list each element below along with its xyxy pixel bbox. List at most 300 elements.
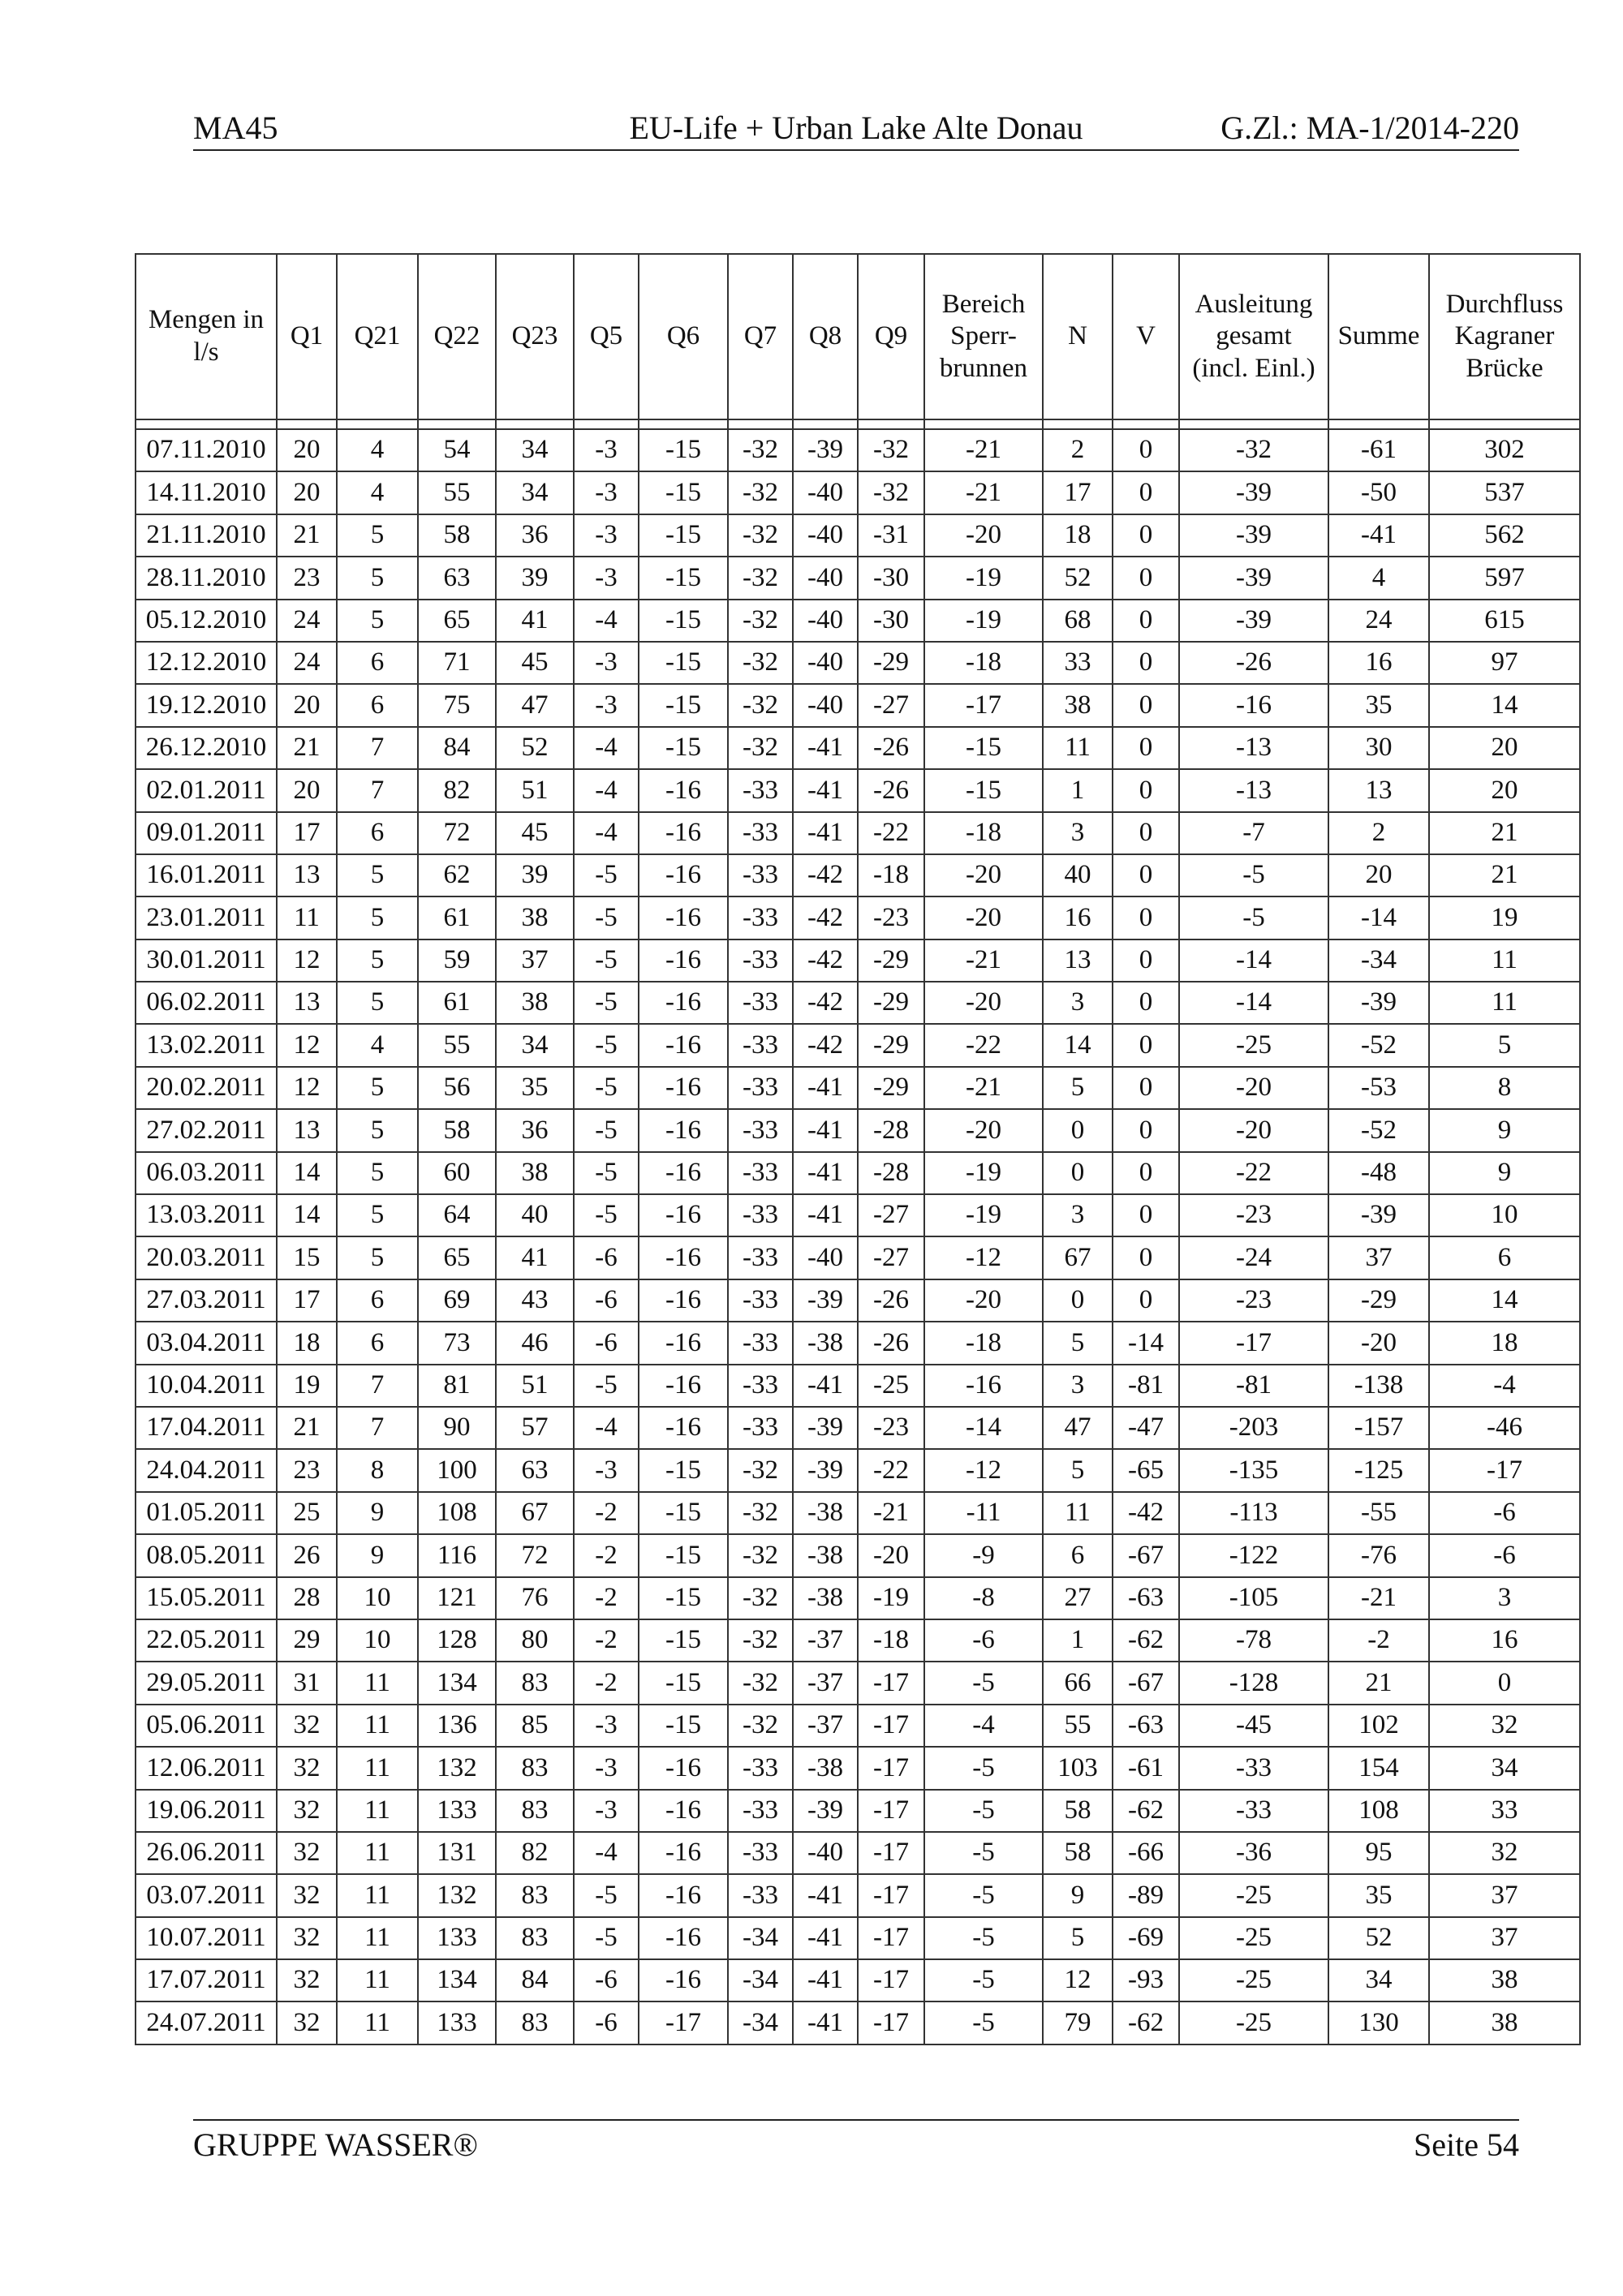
date-cell: 20.03.2011 [136, 1236, 277, 1279]
value-cell: 37 [1328, 1236, 1429, 1279]
value-cell: 0 [1113, 896, 1179, 939]
column-header-text: (incl. Einl.) [1192, 353, 1315, 383]
value-cell: 12 [277, 939, 337, 982]
value-cell: -37 [793, 1705, 858, 1747]
value-cell: -20 [924, 514, 1043, 557]
value-cell: 21 [1429, 854, 1580, 896]
value-cell: 58 [418, 514, 496, 557]
value-cell: 38 [496, 896, 574, 939]
spacer-cell [496, 419, 574, 429]
value-cell: 51 [496, 769, 574, 811]
value-cell: -40 [793, 684, 858, 726]
date-cell: 24.04.2011 [136, 1449, 277, 1491]
value-cell: 3 [1043, 812, 1113, 854]
value-cell: -12 [924, 1449, 1043, 1491]
value-cell: 9 [337, 1534, 418, 1576]
value-cell: 40 [496, 1194, 574, 1236]
value-cell: -33 [728, 1874, 793, 1916]
table-row [136, 1152, 1580, 1194]
column-header-text: Kagraner [1454, 321, 1555, 351]
date-cell: 29.05.2011 [136, 1662, 277, 1704]
value-cell: -17 [858, 2001, 924, 2044]
value-cell: -4 [1429, 1365, 1580, 1407]
value-cell: 14 [277, 1194, 337, 1236]
value-cell: 19 [277, 1365, 337, 1407]
value-cell: -33 [728, 896, 793, 939]
table-row [136, 1024, 1580, 1066]
value-cell: -32 [728, 1577, 793, 1619]
value-cell: 5 [337, 600, 418, 642]
value-cell: -5 [574, 854, 639, 896]
page-footer [193, 2119, 1519, 2163]
value-cell: -13 [1179, 769, 1328, 811]
value-cell: -4 [924, 1705, 1043, 1747]
value-cell: 5 [1043, 1067, 1113, 1109]
value-cell: 133 [418, 1790, 496, 1832]
value-cell: 33 [1429, 1790, 1580, 1832]
value-cell: 29 [277, 1619, 337, 1662]
value-cell: 67 [1043, 1236, 1113, 1279]
value-cell: 537 [1429, 471, 1580, 514]
value-cell: -32 [728, 1619, 793, 1662]
value-cell: 11 [337, 1874, 418, 1916]
value-cell: -89 [1113, 1874, 1179, 1916]
value-cell: -5 [924, 1874, 1043, 1916]
value-cell: 47 [496, 684, 574, 726]
value-cell: -16 [639, 896, 728, 939]
value-cell: -29 [858, 939, 924, 982]
value-cell: 58 [1043, 1832, 1113, 1874]
value-cell: 5 [337, 939, 418, 982]
value-cell: 0 [1113, 1109, 1179, 1151]
table-row [136, 812, 1580, 854]
column-header-text: Q1 [290, 321, 324, 351]
value-cell: -32 [728, 1492, 793, 1534]
value-cell: 97 [1429, 642, 1580, 684]
column-header [1328, 254, 1429, 419]
value-cell: -41 [793, 1194, 858, 1236]
value-cell: -14 [1113, 1322, 1179, 1364]
value-cell: 8 [1429, 1067, 1580, 1109]
value-cell: -3 [574, 684, 639, 726]
value-cell: -14 [1179, 982, 1328, 1024]
value-cell: -32 [728, 727, 793, 769]
value-cell: 4 [337, 429, 418, 471]
value-cell: 56 [418, 1067, 496, 1109]
spacer-cell [136, 419, 277, 429]
value-cell: 108 [1328, 1790, 1429, 1832]
value-cell: -17 [858, 1959, 924, 2001]
value-cell: 3 [1429, 1577, 1580, 1619]
value-cell: 9 [1043, 1874, 1113, 1916]
value-cell: 69 [418, 1279, 496, 1322]
column-header-text: Q23 [511, 321, 558, 351]
value-cell: 19 [1429, 896, 1580, 939]
value-cell: -62 [1113, 1619, 1179, 1662]
value-cell: 28 [277, 1577, 337, 1619]
value-cell: 4 [337, 1024, 418, 1066]
value-cell: -3 [574, 1747, 639, 1789]
value-cell: 302 [1429, 429, 1580, 471]
value-cell: 71 [418, 642, 496, 684]
value-cell: 1 [1043, 1619, 1113, 1662]
value-cell: -33 [728, 1365, 793, 1407]
value-cell: -15 [639, 429, 728, 471]
spacer-cell [793, 419, 858, 429]
value-cell: 3 [1043, 1194, 1113, 1236]
value-cell: -33 [728, 939, 793, 982]
value-cell: -5 [574, 1152, 639, 1194]
value-cell: 0 [1113, 982, 1179, 1024]
table-row [136, 1109, 1580, 1151]
value-cell: -38 [793, 1492, 858, 1534]
date-cell: 28.11.2010 [136, 557, 277, 599]
flow-rates-table [135, 253, 1581, 2045]
value-cell: 62 [418, 854, 496, 896]
table-row [136, 1067, 1580, 1109]
value-cell: 17 [277, 812, 337, 854]
value-cell: -32 [1179, 429, 1328, 471]
value-cell: -6 [1429, 1534, 1580, 1576]
value-cell: -25 [1179, 1024, 1328, 1066]
value-cell: -18 [924, 812, 1043, 854]
value-cell: -2 [1328, 1619, 1429, 1662]
value-cell: -38 [793, 1577, 858, 1619]
value-cell: -11 [924, 1492, 1043, 1534]
value-cell: 2 [1043, 429, 1113, 471]
value-cell: 55 [418, 471, 496, 514]
date-cell: 15.05.2011 [136, 1577, 277, 1619]
value-cell: 32 [1429, 1832, 1580, 1874]
value-cell: 54 [418, 429, 496, 471]
value-cell: -63 [1113, 1705, 1179, 1747]
table-row [136, 429, 1580, 471]
value-cell: -41 [793, 1152, 858, 1194]
date-cell: 27.03.2011 [136, 1279, 277, 1322]
value-cell: -7 [1179, 812, 1328, 854]
value-cell: 5 [337, 896, 418, 939]
value-cell: -33 [728, 1790, 793, 1832]
value-cell: -6 [574, 1236, 639, 1279]
value-cell: 36 [496, 1109, 574, 1151]
value-cell: 34 [496, 1024, 574, 1066]
date-cell: 14.11.2010 [136, 471, 277, 514]
value-cell: -52 [1328, 1024, 1429, 1066]
value-cell: -42 [1113, 1492, 1179, 1534]
value-cell: 5 [1043, 1449, 1113, 1491]
value-cell: -32 [728, 1705, 793, 1747]
value-cell: 47 [1043, 1407, 1113, 1449]
table-row [136, 854, 1580, 896]
value-cell: 32 [277, 1874, 337, 1916]
column-header-text: Q21 [354, 321, 401, 351]
spacer-cell [639, 419, 728, 429]
value-cell: -40 [793, 471, 858, 514]
value-cell: 154 [1328, 1747, 1429, 1789]
column-header-text: Q6 [666, 321, 700, 351]
value-cell: 52 [1043, 557, 1113, 599]
value-cell: -6 [1429, 1492, 1580, 1534]
value-cell: 0 [1043, 1109, 1113, 1151]
value-cell: 121 [418, 1577, 496, 1619]
value-cell: -21 [858, 1492, 924, 1534]
date-cell: 13.03.2011 [136, 1194, 277, 1236]
value-cell: -9 [924, 1534, 1043, 1576]
value-cell: -20 [924, 896, 1043, 939]
value-cell: 133 [418, 2001, 496, 2044]
spacer-cell [574, 419, 639, 429]
value-cell: -16 [639, 1067, 728, 1109]
value-cell: 33 [1043, 642, 1113, 684]
footer-company: GRUPPE WASSER® [193, 2126, 478, 2163]
table-row [136, 1194, 1580, 1236]
value-cell: 6 [1429, 1236, 1580, 1279]
value-cell: 108 [418, 1492, 496, 1534]
value-cell: -3 [574, 642, 639, 684]
value-cell: 5 [337, 982, 418, 1024]
value-cell: -3 [574, 1705, 639, 1747]
value-cell: -29 [858, 1067, 924, 1109]
value-cell: 45 [496, 642, 574, 684]
table-row [136, 1236, 1580, 1279]
value-cell: -5 [574, 896, 639, 939]
date-cell: 27.02.2011 [136, 1109, 277, 1151]
value-cell: -8 [924, 1577, 1043, 1619]
value-cell: -4 [574, 1407, 639, 1449]
value-cell: -5 [924, 2001, 1043, 2044]
value-cell: -33 [728, 769, 793, 811]
date-cell: 19.06.2011 [136, 1790, 277, 1832]
value-cell: 0 [1429, 1662, 1580, 1704]
value-cell: 24 [277, 642, 337, 684]
table-row [136, 1662, 1580, 1704]
value-cell: -41 [793, 1874, 858, 1916]
date-cell: 20.02.2011 [136, 1067, 277, 1109]
value-cell: 21 [277, 1407, 337, 1449]
value-cell: 6 [337, 684, 418, 726]
date-cell: 12.06.2011 [136, 1747, 277, 1789]
value-cell: 68 [1043, 600, 1113, 642]
value-cell: -39 [793, 1407, 858, 1449]
value-cell: 17 [1043, 471, 1113, 514]
value-cell: 23 [277, 557, 337, 599]
value-cell: 67 [496, 1492, 574, 1534]
value-cell: -15 [639, 1705, 728, 1747]
value-cell: 43 [496, 1279, 574, 1322]
value-cell: 13 [277, 1109, 337, 1151]
value-cell: -5 [574, 939, 639, 982]
value-cell: -45 [1179, 1705, 1328, 1747]
value-cell: -14 [924, 1407, 1043, 1449]
value-cell: -32 [728, 557, 793, 599]
value-cell: -16 [639, 812, 728, 854]
value-cell: -2 [574, 1662, 639, 1704]
date-cell: 09.01.2011 [136, 812, 277, 854]
value-cell: 27 [1043, 1577, 1113, 1619]
value-cell: 5 [1043, 1322, 1113, 1364]
column-header [793, 254, 858, 419]
value-cell: -5 [1179, 896, 1328, 939]
value-cell: 14 [1429, 684, 1580, 726]
value-cell: -34 [728, 1959, 793, 2001]
value-cell: 16 [1328, 642, 1429, 684]
value-cell: 562 [1429, 514, 1580, 557]
value-cell: -42 [793, 1024, 858, 1066]
value-cell: -32 [728, 1662, 793, 1704]
value-cell: 13 [277, 982, 337, 1024]
date-cell: 12.12.2010 [136, 642, 277, 684]
table-row [136, 471, 1580, 514]
value-cell: 32 [277, 1705, 337, 1747]
value-cell: -15 [639, 1449, 728, 1491]
value-cell: 597 [1429, 557, 1580, 599]
value-cell: 10 [1429, 1194, 1580, 1236]
value-cell: -6 [574, 2001, 639, 2044]
value-cell: 103 [1043, 1747, 1113, 1789]
spacer-cell [1179, 419, 1328, 429]
value-cell: -6 [574, 1322, 639, 1364]
value-cell: 73 [418, 1322, 496, 1364]
value-cell: 5 [337, 854, 418, 896]
value-cell: -23 [858, 896, 924, 939]
value-cell: 58 [418, 1109, 496, 1151]
column-header-text: brunnen [939, 353, 1028, 383]
value-cell: 76 [496, 1577, 574, 1619]
value-cell: -31 [858, 514, 924, 557]
value-cell: 58 [1043, 1790, 1113, 1832]
value-cell: -26 [858, 727, 924, 769]
value-cell: 0 [1113, 1236, 1179, 1279]
value-cell: 82 [496, 1832, 574, 1874]
value-cell: -16 [639, 1322, 728, 1364]
spacer-cell [1043, 419, 1113, 429]
value-cell: 11 [1043, 1492, 1113, 1534]
date-cell: 13.02.2011 [136, 1024, 277, 1066]
value-cell: -33 [728, 854, 793, 896]
table-row [136, 1917, 1580, 1959]
value-cell: 3 [1043, 982, 1113, 1024]
value-cell: 20 [277, 471, 337, 514]
value-cell: 11 [1429, 982, 1580, 1024]
value-cell: -16 [639, 769, 728, 811]
value-cell: 41 [496, 1236, 574, 1279]
table-row [136, 514, 1580, 557]
value-cell: 25 [277, 1492, 337, 1534]
value-cell: -4 [574, 769, 639, 811]
value-cell: 11 [337, 1662, 418, 1704]
value-cell: -29 [858, 642, 924, 684]
value-cell: -32 [858, 429, 924, 471]
value-cell: 18 [1429, 1322, 1580, 1364]
value-cell: -5 [924, 1832, 1043, 1874]
value-cell: -5 [924, 1747, 1043, 1789]
value-cell: 32 [1429, 1705, 1580, 1747]
date-cell: 26.12.2010 [136, 727, 277, 769]
table-row [136, 939, 1580, 982]
value-cell: -24 [1179, 1236, 1328, 1279]
value-cell: -5 [924, 1662, 1043, 1704]
value-cell: -38 [793, 1534, 858, 1576]
spacer-cell [924, 419, 1043, 429]
value-cell: -4 [574, 600, 639, 642]
value-cell: 23 [277, 1449, 337, 1491]
column-header-text: V [1136, 321, 1156, 351]
value-cell: -62 [1113, 2001, 1179, 2044]
table-row [136, 1279, 1580, 1322]
value-cell: -15 [639, 1619, 728, 1662]
value-cell: 11 [337, 1917, 418, 1959]
value-cell: -41 [793, 1109, 858, 1151]
value-cell: -2 [574, 1492, 639, 1534]
value-cell: -26 [1179, 642, 1328, 684]
value-cell: -5 [574, 1874, 639, 1916]
value-cell: 11 [337, 1747, 418, 1789]
value-cell: -32 [728, 429, 793, 471]
value-cell: 132 [418, 1874, 496, 1916]
value-cell: -39 [1179, 600, 1328, 642]
value-cell: 0 [1113, 1152, 1179, 1194]
value-cell: -61 [1328, 429, 1429, 471]
value-cell: 9 [1429, 1152, 1580, 1194]
spacer-cell [418, 419, 496, 429]
value-cell: 24 [277, 600, 337, 642]
value-cell: -17 [1429, 1449, 1580, 1491]
value-cell: -17 [858, 1662, 924, 1704]
value-cell: 59 [418, 939, 496, 982]
date-cell: 02.01.2011 [136, 769, 277, 811]
value-cell: -19 [924, 557, 1043, 599]
value-cell: -41 [793, 769, 858, 811]
value-cell: -66 [1113, 1832, 1179, 1874]
column-header [136, 254, 277, 419]
value-cell: -17 [1179, 1322, 1328, 1364]
value-cell: 17 [277, 1279, 337, 1322]
date-cell: 10.04.2011 [136, 1365, 277, 1407]
value-cell: -15 [639, 1577, 728, 1619]
spacer-cell [277, 419, 337, 429]
value-cell: -16 [639, 1365, 728, 1407]
value-cell: -20 [924, 854, 1043, 896]
value-cell: 80 [496, 1619, 574, 1662]
value-cell: 5 [1043, 1917, 1113, 1959]
value-cell: 85 [496, 1705, 574, 1747]
value-cell: -81 [1113, 1365, 1179, 1407]
date-cell: 30.01.2011 [136, 939, 277, 982]
value-cell: 24 [1328, 600, 1429, 642]
value-cell: 9 [1429, 1109, 1580, 1151]
value-cell: -32 [728, 514, 793, 557]
value-cell: 0 [1113, 854, 1179, 896]
column-header-text: Brücke [1466, 353, 1543, 383]
value-cell: -48 [1328, 1152, 1429, 1194]
value-cell: -27 [858, 1236, 924, 1279]
value-cell: -32 [728, 642, 793, 684]
value-cell: -33 [728, 1407, 793, 1449]
value-cell: 14 [277, 1152, 337, 1194]
value-cell: 37 [1429, 1874, 1580, 1916]
value-cell: -15 [639, 1492, 728, 1534]
date-cell: 05.12.2010 [136, 600, 277, 642]
table-row [136, 1832, 1580, 1874]
value-cell: 13 [277, 854, 337, 896]
value-cell: -33 [728, 1067, 793, 1109]
value-cell: -27 [858, 684, 924, 726]
value-cell: 45 [496, 812, 574, 854]
value-cell: 11 [1043, 727, 1113, 769]
value-cell: -21 [924, 1067, 1043, 1109]
table-row [136, 1619, 1580, 1662]
value-cell: 83 [496, 2001, 574, 2044]
